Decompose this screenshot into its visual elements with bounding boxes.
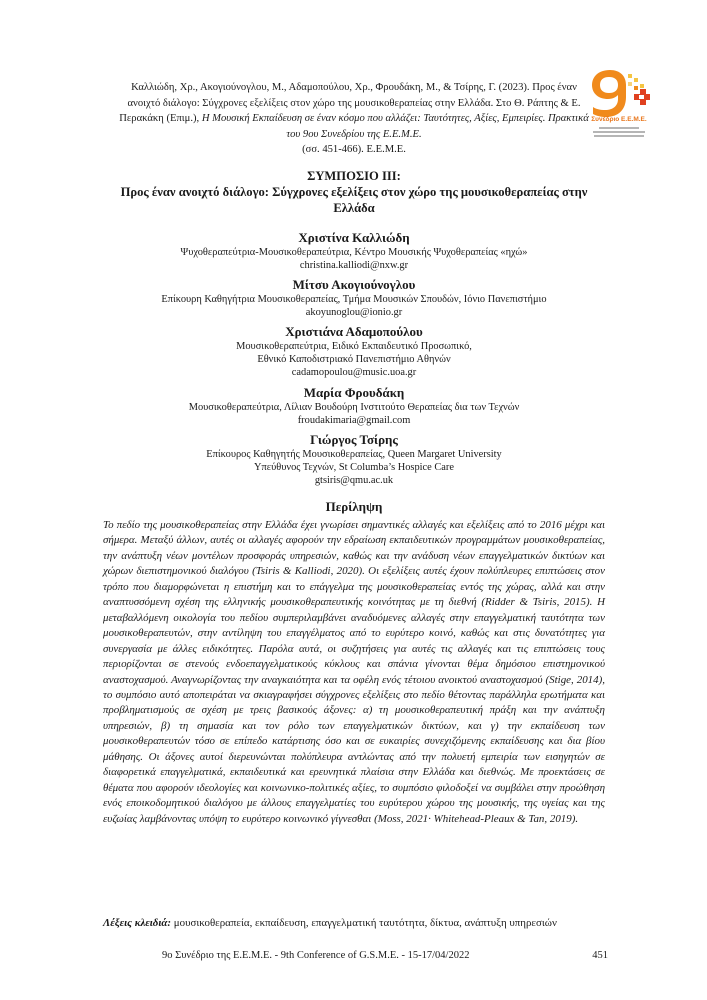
logo-nine-graphic: [588, 66, 650, 118]
author-name: Γιώργος Τσίρης: [310, 432, 398, 447]
author-email[interactable]: cadamopoulou@music.uoa.gr: [291, 367, 417, 379]
citation-book-title: Η Μουσική Εκπαίδευση σε έναν κόσμο που αλλάζει: Ταυτότητες, Αξίες, Εμπειρίες. Πρακτικά του 9ου Συνεδρίου της Ε.Ε.Μ.Ε.: [201, 113, 589, 140]
author-block: [100, 229, 608, 272]
symposium-label: ΣΥΜΠΟΣΙΟ ΙΙΙ:: [307, 169, 401, 183]
author-block: [100, 276, 608, 319]
author-name: Μαρία Φρουδάκη: [303, 385, 405, 400]
author-affiliation: Επίκουρη Καθηγήτρια Μουσικοθεραπείας, Τμήμα Μουσικών Σπουδών, Ιόνιο Πανεπιστήμιο: [161, 294, 547, 305]
symposium-heading: [100, 168, 608, 216]
keywords-text: μουσικοθεραπεία, εκπαίδευση, επαγγελματική ταυτότητα, δίκτυα, ανάπτυξη υπηρεσιών: [173, 917, 557, 929]
author-affiliation: Ψυχοθεραπεύτρια-Μουσικοθεραπεύτρια, Κέντρο Μουσικής Ψυχοθεραπείας «ηχώ»: [180, 247, 528, 258]
citation-title: Προς έναν ανοιχτό διάλογο: Σύγχρονες εξελίξεις στον χώρο της μουσικοθεραπείας στην Ελλάδα.: [127, 82, 577, 109]
author-block: [100, 431, 608, 488]
citation-pages-publisher: (σσ. 451-466). Ε.Ε.Μ.Ε.: [302, 144, 406, 155]
author-name: Χριστιάνα Αδαμοπούλου: [285, 324, 423, 339]
author-affiliation: Μουσικοθεραπεύτρια, Ειδικό Εκπαιδευτικό Προσωπικό,: [236, 341, 472, 352]
author-affiliation: Εθνικό Καποδιστριακό Πανεπιστήμιο Αθηνών: [257, 354, 451, 366]
page-number: 451: [592, 950, 608, 961]
conference-logo: [588, 66, 650, 146]
logo-subtitle-lines: [592, 125, 646, 139]
author-block: [100, 384, 608, 427]
author-affiliation: Μουσικοθεραπεύτρια, Λίλιαν Βουδούρη Ινστιτούτο Θεραπείας δια των Τεχνών: [188, 402, 520, 413]
citation-header: [118, 80, 590, 158]
author-email[interactable]: gtsiris@qmu.ac.uk: [314, 475, 394, 487]
symposium-title: Προς έναν ανοιχτό διάλογο: Σύγχρονες εξελίξεις στον χώρο της μουσικοθεραπείας στην Ελλάδα: [120, 185, 588, 215]
abstract-text: Το πεδίο της μουσικοθεραπείας στην Ελλάδα έχει γνωρίσει σημαντικές αλλαγές και εξελίξεις από το 2016 μέχρι και σήμερα. Μεταξύ άλλων, αυτές οι αλλαγές αφορούν την εδραίωση εκπαιδευτικών προγραμμάτων μουσικοθεραπείας, την ανάπτυξη νέων μοντέλων προσφοράς υπηρεσιών, καθώς και την ανάδυση νέων επαγγελματικών δικτύων και χώρων διεπιστημονικού διαλόγου (Tsiris & Kalliodi, 2020). Οι εξελίξεις αυτές έχουν πολύπλευρες επιπτώσεις στον τρόπο που διαμορφώνεται η επιστήμη και το επάγγελμα της μουσικοθεραπείας εντός της χώρας, αλλά και στην αναπτυσσόμενη σχέση της ελληνικής μουσικοθεραπευτικής κοινότητας με τη διεθνή (Ridder & Tsiris, 2015). Η μεταβαλλόμενη οικολογία του πεδίου συμπεριλαμβάνει αναδυόμενες αλλαγές στην επαγγελματική ταυτότητα των μουσικοθεραπευτών, στην αντίληψη του επαγγέλματος από το ευρύτερο κοινό, καθώς και στις δυνατότητες για συνεργασία με άλλες ειδικότητες. Παρόλα αυτά, οι συζητήσεις για αυτές τις αλλαγές και τις επιπτώσεις τους περιορίζονται σε στενούς ενδοεπαγγελματικούς κύκλους και σπάνια γίνονται θέμα δημόσιου επιστημονικού αναστοχασμού. Αναγνωρίζοντας την αναγκαιότητα και τα οφέλη ενός τέτοιου ανοικτού αναστοχασμού (Stige, 2014), το συμπόσιο αυτό αποπειράται να σκιαγραφήσει σύγχρονες εξελίξεις στο πεδίο θέτοντας παράλληλα ερωτήματα και προβληματισμούς σε σχέση με τρεις βασικούς άξονες: α) τη μουσικοθεραπευτική πράξη και την ανάπτυξη υπηρεσιών, β) τη σημασία και τον ρόλο των επαγγελματικών δικτύων, και γ) την εκπαίδευση των μουσικοθεραπευτών τόσο σε επίπεδο κατάρτισης όσο και σε ευκαιρίες συνεχιζόμενης εκπαίδευσης και δια βίου μάθησης. Οι άξονες αυτοί διερευνώνται πολύπλευρα αντλώντας από την πολυετή εμπειρία των εισηγητών σε διαφορετικά επαγγελματικά, εκπαιδευτικά και ερευνητικά πλαίσια στην Ελλάδα και διεθνώς. Με προεκτάσεις σε θέματα που αφορούν ιδεολογίες και κοινωνικο-πολιτικές αξίες, το συμπόσιο φιλοδοξεί να συμβάλει στην προώθηση ενός εποικοδομητικού διαλόγου με άλλους επαγγελματίες του ευρύτερου χώρου της μουσικής, της υγείας και της ευζωίας λαμβάνοντας υπόψη το ευρύτερο κοινωνικό γίγνεσθαι (Moss, 2021· Whitehead-Pleaux & Tan, 2019).: [103, 519, 605, 825]
author-affiliation: Επίκουρος Καθηγητής Μουσικοθεραπείας, Queen Margaret University: [206, 449, 502, 460]
author-block: [100, 323, 608, 380]
abstract-heading: Περίληψη: [325, 499, 383, 514]
author-email[interactable]: akoyunoglou@ionio.gr: [305, 307, 403, 319]
logo-caption: Συνέδριο Ε.Ε.Μ.Ε.: [591, 116, 647, 123]
author-email[interactable]: christina.kalliodi@nxw.gr: [299, 260, 409, 272]
citation-editors: Στο Θ. Ράπτης & Ε. Περακάκη (Επιμ.),: [119, 97, 581, 124]
keywords: [103, 916, 605, 931]
author-affiliation: Υπεύθυνος Τεχνών, St Columba’s Hospice Care: [254, 462, 454, 474]
footer-conference: 9ο Συνέδριο της Ε.Ε.Μ.Ε. - 9th Conference of G.S.M.E. - 15-17/04/2022: [162, 950, 470, 961]
author-name: Χριστίνα Καλλιώδη: [298, 230, 410, 245]
keywords-label: Λέξεις κλειδιά:: [103, 917, 172, 929]
author-email[interactable]: froudakimaria@gmail.com: [297, 415, 411, 427]
author-name: Μίτσυ Ακογιούνογλου: [292, 277, 416, 292]
citation-authors: Καλλιώδη, Χρ., Ακογιούνογλου, Μ., Αδαμοπούλου, Χρ., Φρουδάκη, Μ., & Τσίρης, Γ. (2023).: [131, 82, 530, 93]
